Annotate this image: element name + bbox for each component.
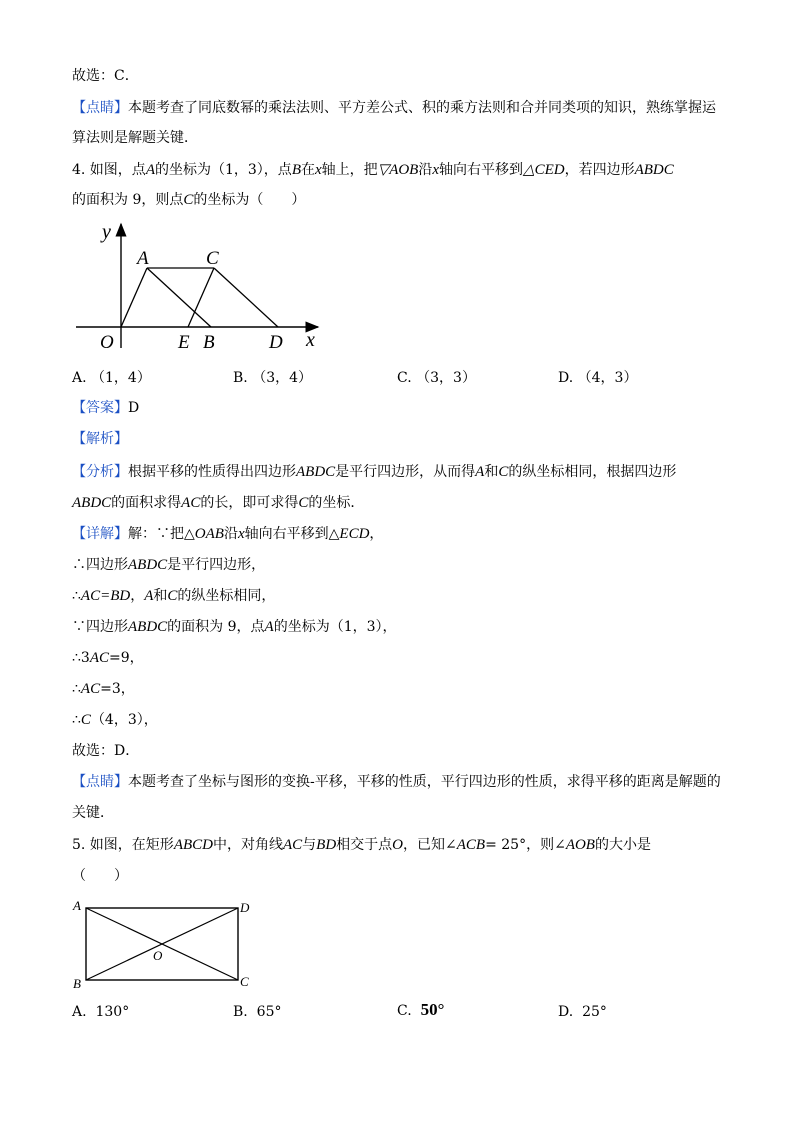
q4-stem-line-1: [72, 160, 674, 180]
option-text: （3，3）: [416, 370, 476, 386]
text: =3，: [100, 681, 135, 697]
q4-detail-line-2: [72, 555, 265, 575]
math-var: ACB: [456, 837, 486, 853]
q4-detail-line-6: [72, 679, 135, 699]
text: 4. 如图，点: [72, 162, 146, 178]
math-var: ▽AOB: [377, 162, 419, 178]
label-x: x: [306, 329, 315, 351]
q4-answer: [72, 398, 139, 418]
label-B: B: [73, 976, 81, 991]
math-var: A: [264, 619, 274, 635]
q4-analysis-tag: [72, 429, 128, 449]
q5-option-d[interactable]: [558, 1002, 607, 1022]
text: 5. 如图，在矩形: [72, 837, 174, 853]
text: ∵四边形: [72, 619, 128, 635]
q4-detail-line-7: [72, 710, 158, 730]
math-var: C: [183, 192, 194, 208]
text: ∴3: [72, 650, 90, 666]
text: 的坐标．: [308, 495, 365, 511]
q4-comment-line-2: 关键．: [72, 805, 114, 821]
math-var: C: [498, 464, 509, 480]
label-A: A: [73, 898, 81, 913]
text: 中，对角线: [212, 837, 283, 853]
option-label: A.: [72, 370, 87, 386]
math-var: A: [475, 464, 485, 480]
option-label: B.: [233, 1004, 248, 1020]
text: 的坐标为（1，3），点: [154, 162, 292, 178]
text: 的大小是: [594, 837, 651, 853]
comment-tag: 【点睛】: [72, 774, 128, 790]
text: =9，: [109, 650, 144, 666]
q4-option-a[interactable]: [72, 368, 151, 388]
math-var: AC=BD: [80, 588, 131, 604]
q4-comment-line-1: [72, 772, 721, 792]
q4-detail-line-4: [72, 617, 397, 637]
label-A: A: [137, 248, 149, 269]
option-label: C.: [397, 1003, 412, 1019]
text: ，: [369, 526, 384, 542]
label-y: y: [102, 221, 111, 243]
q5-stem-line-1: [72, 835, 651, 855]
option-label: D.: [558, 1004, 574, 1020]
q5-option-a[interactable]: [72, 1002, 129, 1022]
math-var: ABDC: [128, 619, 168, 635]
comment-tag: 【点睛】: [72, 100, 128, 116]
math-var: x: [432, 162, 440, 178]
math-var: C: [167, 588, 178, 604]
text: 与: [302, 837, 317, 853]
q4-option-c[interactable]: [397, 368, 476, 388]
math-var: O: [392, 837, 403, 853]
math-var: ABDC: [296, 464, 336, 480]
text: ∴: [72, 681, 81, 697]
text: 的面积为 9，则点: [72, 192, 184, 208]
text: 的坐标为（1，3），: [273, 619, 397, 635]
q4-figure: [72, 218, 332, 356]
option-label: B.: [233, 370, 248, 386]
text: ∴: [72, 588, 81, 604]
text: 沿: [223, 526, 238, 542]
label-D: D: [269, 332, 283, 353]
option-text: （4，3）: [577, 370, 638, 386]
text: 沿: [418, 162, 433, 178]
text: ，已知∠: [403, 837, 457, 853]
option-text: 50°: [420, 1000, 445, 1019]
q4-fenxi-line-1: [72, 462, 676, 482]
text: 相交于点: [336, 837, 393, 853]
label-C: C: [206, 248, 219, 269]
prev-answer: 故选：C．: [72, 68, 139, 84]
math-var: OAB: [194, 526, 224, 542]
q5-figure: [68, 896, 258, 992]
math-var: ABDC: [128, 557, 168, 573]
option-text: （1，4）: [91, 370, 151, 386]
math-var: C: [80, 712, 91, 728]
label-O: O: [100, 332, 114, 353]
q5-option-b[interactable]: [233, 1002, 281, 1022]
math-var: x: [237, 526, 245, 542]
math-var: ABDC: [72, 495, 112, 511]
text: = 25°，则∠: [485, 837, 566, 853]
q4-option-d[interactable]: [558, 368, 637, 388]
q4-detail-line-1: [72, 524, 383, 544]
segment-CD: [214, 268, 278, 327]
text: ，若四边形: [564, 162, 635, 178]
label-C: C: [240, 974, 249, 989]
text: 的纵坐标相同，根据四边形: [508, 464, 677, 480]
text: 的纵坐标相同，: [177, 588, 276, 604]
text: ∴四边形: [72, 557, 128, 573]
label-E: E: [178, 332, 190, 353]
math-var: ABDC: [634, 162, 674, 178]
answer-tag: 【答案】: [72, 400, 128, 416]
label-D: D: [240, 900, 250, 915]
math-var: △CED: [523, 162, 565, 178]
comment-text: 本题考查了同底数幂的乘法法则、平方差公式、积的乘方法则和合并同类项的知识，熟练掌握运: [128, 100, 716, 116]
option-label: A.: [72, 1004, 87, 1020]
text: ∴: [72, 712, 81, 728]
text: 和: [484, 464, 499, 480]
math-var: B: [291, 162, 301, 178]
math-var: C: [298, 495, 309, 511]
q4-fenxi-line-2: [72, 493, 364, 513]
math-var: ABCD: [173, 837, 213, 853]
text: （4，3），: [90, 712, 158, 728]
text: 的面积为 9，点: [167, 619, 265, 635]
math-var: AC: [80, 681, 101, 697]
text: 的坐标为（ ）: [193, 192, 306, 208]
math-var: A: [145, 162, 155, 178]
text: 轴上，把: [321, 162, 378, 178]
text: 的面积求得: [111, 495, 182, 511]
prev-comment-line-1: [72, 98, 716, 118]
q4-detail-line-3: [72, 586, 275, 606]
q4-conclude: 故选：D．: [72, 743, 140, 759]
math-var: BD: [316, 837, 337, 853]
q5-stem-line-2: （ ）: [72, 868, 128, 884]
option-label: C.: [397, 370, 412, 386]
segment-OA: [121, 268, 147, 327]
text: 是平行四边形，: [167, 557, 266, 573]
q4-detail-line-5: [72, 648, 144, 668]
option-text: 130°: [95, 1004, 130, 1020]
text: 轴向右平移到△: [244, 526, 340, 542]
option-text: 65°: [256, 1004, 282, 1020]
text: 解：∵把△: [128, 526, 195, 542]
math-var: A: [144, 588, 154, 604]
math-var: AC: [89, 650, 109, 666]
prev-comment-line-2: 算法则是解题关键．: [72, 130, 198, 146]
option-text: 25°: [582, 1004, 607, 1020]
text: 和: [153, 588, 168, 604]
option-text: （3，4）: [252, 370, 313, 386]
answer-value: D: [128, 400, 140, 416]
comment-text: 本题考查了坐标与图形的变换-平移，平移的性质，平行四边形的性质，求得平移的距离是解题的: [128, 774, 721, 790]
math-var: x: [314, 162, 322, 178]
text: 是平行四边形，从而得: [335, 464, 476, 480]
analysis-tag: 【解析】: [72, 431, 128, 447]
text: 在: [300, 162, 315, 178]
fenxi-tag: 【分析】: [72, 464, 128, 480]
text: 轴向右平移到: [439, 162, 524, 178]
math-var: ECD: [339, 526, 370, 542]
math-var: AOB: [565, 837, 595, 853]
text: 的长，即可求得: [200, 495, 299, 511]
label-O: O: [153, 948, 163, 963]
q5-option-c[interactable]: [397, 1000, 444, 1021]
text: ，: [130, 588, 145, 604]
q4-stem-line-2: [72, 190, 305, 210]
label-B: B: [203, 332, 215, 353]
text: 根据平移的性质得出四边形: [128, 464, 296, 480]
option-label: D.: [558, 370, 574, 386]
q4-option-b[interactable]: [233, 368, 312, 388]
math-var: AC: [181, 495, 201, 511]
detail-tag: 【详解】: [72, 526, 128, 542]
math-var: AC: [282, 837, 303, 853]
